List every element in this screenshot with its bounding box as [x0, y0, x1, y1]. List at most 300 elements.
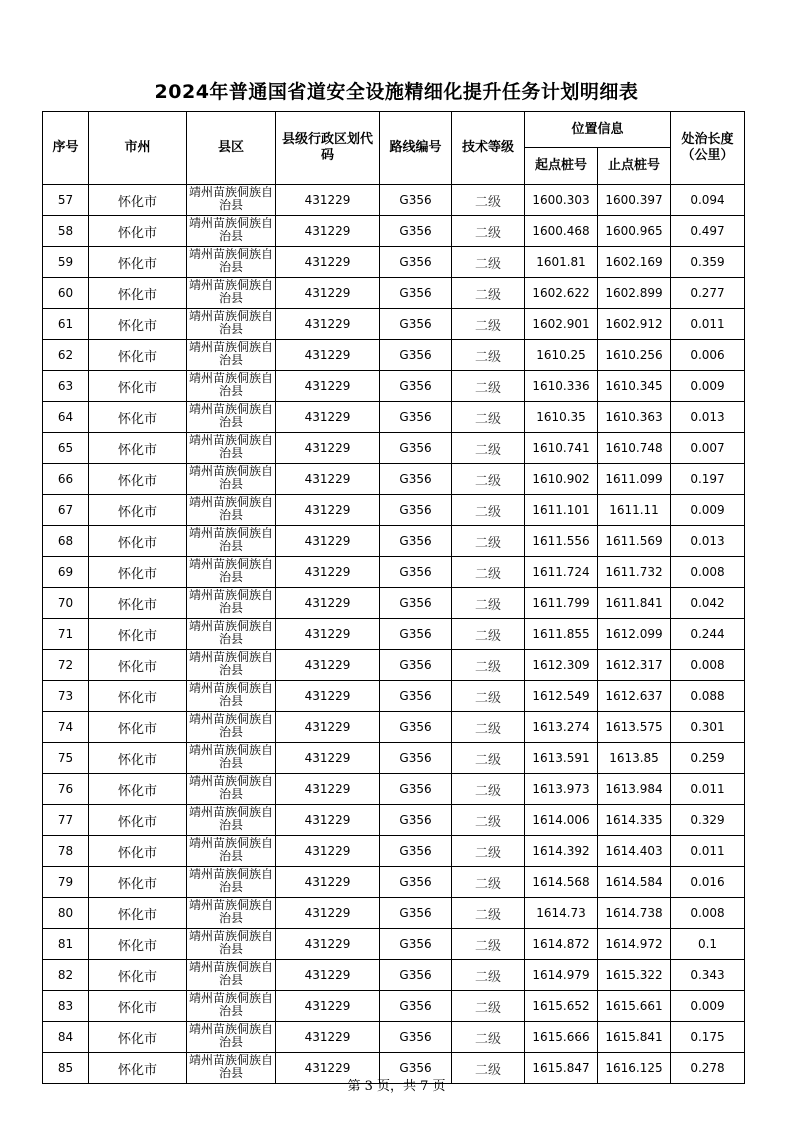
cell-start-stake: 1615.847: [525, 1053, 598, 1084]
cell-start-stake: 1614.006: [525, 805, 598, 836]
cell-admin-code: 431229: [276, 464, 380, 495]
table-row: [43, 464, 745, 495]
cell-city: 怀化市: [89, 433, 187, 464]
header-route: 路线编号: [380, 112, 452, 185]
cell-county: [187, 588, 276, 619]
cell-county: [187, 433, 276, 464]
cell-county: [187, 960, 276, 991]
header-length: 处治长度（公里）: [671, 112, 745, 185]
cell-county: [187, 867, 276, 898]
county-text: 靖州苗族侗族自治县: [188, 806, 273, 832]
cell-county: [187, 774, 276, 805]
county-text: 靖州苗族侗族自治县: [188, 496, 273, 522]
cell-grade: 二级: [452, 278, 525, 309]
cell-end-stake: 1611.11: [598, 495, 671, 526]
cell-length: 0.277: [671, 278, 745, 309]
cell-county: [187, 712, 276, 743]
county-text: 靖州苗族侗族自治县: [188, 651, 273, 677]
cell-start-stake: 1611.799: [525, 588, 598, 619]
table-row: [43, 371, 745, 402]
cell-county: [187, 743, 276, 774]
county-text: 靖州苗族侗族自治县: [188, 558, 273, 584]
county-text: 靖州苗族侗族自治县: [188, 372, 273, 398]
cell-route: G356: [380, 464, 452, 495]
cell-admin-code: 431229: [276, 526, 380, 557]
table-body: [43, 185, 745, 1084]
table-row: [43, 216, 745, 247]
cell-admin-code: 431229: [276, 805, 380, 836]
cell-city: 怀化市: [89, 619, 187, 650]
table-row: [43, 495, 745, 526]
cell-start-stake: 1602.901: [525, 309, 598, 340]
county-text: 靖州苗族侗族自治县: [188, 434, 273, 460]
county-text: 靖州苗族侗族自治县: [188, 217, 273, 243]
cell-start-stake: 1610.35: [525, 402, 598, 433]
cell-end-stake: 1616.125: [598, 1053, 671, 1084]
cell-grade: 二级: [452, 1053, 525, 1084]
cell-city: 怀化市: [89, 991, 187, 1022]
cell-grade: 二级: [452, 743, 525, 774]
cell-grade: 二级: [452, 774, 525, 805]
cell-start-stake: 1602.622: [525, 278, 598, 309]
cell-end-stake: 1610.363: [598, 402, 671, 433]
cell-length: 0.301: [671, 712, 745, 743]
cell-end-stake: 1611.841: [598, 588, 671, 619]
cell-start-stake: 1614.979: [525, 960, 598, 991]
cell-start-stake: 1600.303: [525, 185, 598, 216]
cell-county: [187, 836, 276, 867]
cell-seq: 74: [43, 712, 89, 743]
cell-seq: 77: [43, 805, 89, 836]
cell-seq: 66: [43, 464, 89, 495]
table-row: [43, 526, 745, 557]
cell-route: G356: [380, 774, 452, 805]
cell-start-stake: 1610.336: [525, 371, 598, 402]
cell-length: 0.013: [671, 402, 745, 433]
cell-city: 怀化市: [89, 216, 187, 247]
cell-seq: 63: [43, 371, 89, 402]
table-row: [43, 960, 745, 991]
cell-end-stake: 1615.841: [598, 1022, 671, 1053]
cell-seq: 65: [43, 433, 89, 464]
cell-grade: 二级: [452, 619, 525, 650]
cell-grade: 二级: [452, 433, 525, 464]
cell-grade: 二级: [452, 960, 525, 991]
header-county: 县区: [187, 112, 276, 185]
cell-county: [187, 371, 276, 402]
cell-admin-code: 431229: [276, 278, 380, 309]
cell-seq: 80: [43, 898, 89, 929]
cell-length: 0.008: [671, 557, 745, 588]
cell-route: G356: [380, 371, 452, 402]
cell-grade: 二级: [452, 712, 525, 743]
cell-route: G356: [380, 898, 452, 929]
cell-county: [187, 309, 276, 340]
cell-city: 怀化市: [89, 743, 187, 774]
cell-route: G356: [380, 929, 452, 960]
table-row: [43, 278, 745, 309]
cell-route: G356: [380, 1022, 452, 1053]
cell-admin-code: 431229: [276, 1022, 380, 1053]
cell-end-stake: 1611.732: [598, 557, 671, 588]
cell-start-stake: 1614.392: [525, 836, 598, 867]
cell-end-stake: 1600.397: [598, 185, 671, 216]
cell-admin-code: 431229: [276, 340, 380, 371]
cell-grade: 二级: [452, 371, 525, 402]
cell-length: 0.011: [671, 309, 745, 340]
county-text: 靖州苗族侗族自治县: [188, 682, 273, 708]
cell-admin-code: 431229: [276, 712, 380, 743]
cell-seq: 73: [43, 681, 89, 712]
cell-city: 怀化市: [89, 464, 187, 495]
cell-grade: 二级: [452, 216, 525, 247]
cell-length: 0.359: [671, 247, 745, 278]
cell-end-stake: 1612.099: [598, 619, 671, 650]
header-end-stake: 止点桩号: [598, 148, 671, 185]
table-row: [43, 402, 745, 433]
cell-seq: 76: [43, 774, 89, 805]
header-start-stake: 起点桩号: [525, 148, 598, 185]
cell-admin-code: 431229: [276, 898, 380, 929]
cell-city: 怀化市: [89, 712, 187, 743]
cell-seq: 72: [43, 650, 89, 681]
table-row: [43, 712, 745, 743]
cell-county: [187, 402, 276, 433]
header-city: 市州: [89, 112, 187, 185]
cell-seq: 69: [43, 557, 89, 588]
cell-city: 怀化市: [89, 526, 187, 557]
county-text: 靖州苗族侗族自治县: [188, 961, 273, 987]
cell-length: 0.329: [671, 805, 745, 836]
county-text: 靖州苗族侗族自治县: [188, 1023, 273, 1049]
cell-admin-code: 431229: [276, 309, 380, 340]
cell-route: G356: [380, 402, 452, 433]
cell-grade: 二级: [452, 867, 525, 898]
cell-seq: 68: [43, 526, 89, 557]
cell-county: [187, 681, 276, 712]
cell-grade: 二级: [452, 402, 525, 433]
cell-seq: 61: [43, 309, 89, 340]
cell-seq: 62: [43, 340, 89, 371]
cell-county: [187, 526, 276, 557]
cell-length: 0.007: [671, 433, 745, 464]
cell-length: 0.497: [671, 216, 745, 247]
cell-admin-code: 431229: [276, 247, 380, 278]
cell-route: G356: [380, 526, 452, 557]
cell-city: 怀化市: [89, 681, 187, 712]
cell-county: [187, 247, 276, 278]
cell-end-stake: 1614.972: [598, 929, 671, 960]
county-text: 靖州苗族侗族自治县: [188, 527, 273, 553]
cell-route: G356: [380, 557, 452, 588]
cell-length: 0.009: [671, 991, 745, 1022]
county-text: 靖州苗族侗族自治县: [188, 744, 273, 770]
cell-length: 0.013: [671, 526, 745, 557]
cell-city: 怀化市: [89, 278, 187, 309]
county-text: 靖州苗族侗族自治县: [188, 589, 273, 615]
cell-length: 0.009: [671, 371, 745, 402]
cell-end-stake: 1615.322: [598, 960, 671, 991]
header-admin-code: 县级行政区划代码: [276, 112, 380, 185]
cell-grade: 二级: [452, 991, 525, 1022]
county-text: 靖州苗族侗族自治县: [188, 310, 273, 336]
cell-admin-code: 431229: [276, 588, 380, 619]
county-text: 靖州苗族侗族自治县: [188, 403, 273, 429]
cell-length: 0.042: [671, 588, 745, 619]
cell-route: G356: [380, 278, 452, 309]
cell-admin-code: 431229: [276, 185, 380, 216]
cell-grade: 二级: [452, 557, 525, 588]
cell-city: 怀化市: [89, 1022, 187, 1053]
cell-admin-code: 431229: [276, 216, 380, 247]
cell-county: [187, 278, 276, 309]
county-text: 靖州苗族侗族自治县: [188, 713, 273, 739]
county-text: 靖州苗族侗族自治县: [188, 899, 273, 925]
cell-admin-code: 431229: [276, 774, 380, 805]
cell-end-stake: 1614.584: [598, 867, 671, 898]
table-row: [43, 619, 745, 650]
cell-city: 怀化市: [89, 867, 187, 898]
page-title: 2024年普通国省道安全设施精细化提升任务计划明细表: [154, 81, 639, 103]
cell-county: [187, 340, 276, 371]
table-row: [43, 774, 745, 805]
cell-route: G356: [380, 650, 452, 681]
cell-start-stake: 1610.741: [525, 433, 598, 464]
cell-end-stake: 1602.912: [598, 309, 671, 340]
cell-length: 0.006: [671, 340, 745, 371]
cell-route: G356: [380, 495, 452, 526]
county-text: 靖州苗族侗族自治县: [188, 1054, 273, 1080]
cell-grade: 二级: [452, 681, 525, 712]
cell-start-stake: 1613.591: [525, 743, 598, 774]
cell-city: 怀化市: [89, 402, 187, 433]
cell-route: G356: [380, 991, 452, 1022]
table-row: [43, 991, 745, 1022]
cell-start-stake: 1600.468: [525, 216, 598, 247]
cell-admin-code: 431229: [276, 836, 380, 867]
cell-city: 怀化市: [89, 836, 187, 867]
cell-city: 怀化市: [89, 929, 187, 960]
cell-end-stake: 1610.345: [598, 371, 671, 402]
cell-length: 0.278: [671, 1053, 745, 1084]
cell-seq: 59: [43, 247, 89, 278]
cell-city: 怀化市: [89, 898, 187, 929]
table-row: [43, 185, 745, 216]
page-footer: 第 3 页，共 7 页: [347, 1079, 446, 1094]
cell-admin-code: 431229: [276, 743, 380, 774]
table-row: [43, 650, 745, 681]
cell-seq: 71: [43, 619, 89, 650]
cell-start-stake: 1612.549: [525, 681, 598, 712]
table-row: [43, 247, 745, 278]
cell-seq: 82: [43, 960, 89, 991]
county-text: 靖州苗族侗族自治县: [188, 620, 273, 646]
task-plan-table: [42, 111, 745, 1084]
cell-seq: 78: [43, 836, 89, 867]
cell-length: 0.011: [671, 774, 745, 805]
cell-length: 0.175: [671, 1022, 745, 1053]
cell-start-stake: 1611.101: [525, 495, 598, 526]
cell-end-stake: 1612.317: [598, 650, 671, 681]
cell-county: [187, 650, 276, 681]
cell-grade: 二级: [452, 805, 525, 836]
table-row: [43, 743, 745, 774]
cell-length: 0.244: [671, 619, 745, 650]
cell-route: G356: [380, 309, 452, 340]
cell-end-stake: 1600.965: [598, 216, 671, 247]
cell-county: [187, 805, 276, 836]
cell-city: 怀化市: [89, 960, 187, 991]
cell-end-stake: 1610.748: [598, 433, 671, 464]
county-text: 靖州苗族侗族自治县: [188, 186, 273, 212]
cell-end-stake: 1613.984: [598, 774, 671, 805]
county-text: 靖州苗族侗族自治县: [188, 837, 273, 863]
cell-grade: 二级: [452, 247, 525, 278]
cell-length: 0.016: [671, 867, 745, 898]
cell-seq: 70: [43, 588, 89, 619]
cell-county: [187, 898, 276, 929]
cell-seq: 64: [43, 402, 89, 433]
cell-route: G356: [380, 743, 452, 774]
cell-start-stake: 1614.73: [525, 898, 598, 929]
cell-grade: 二级: [452, 309, 525, 340]
cell-city: 怀化市: [89, 774, 187, 805]
cell-start-stake: 1610.902: [525, 464, 598, 495]
cell-seq: 83: [43, 991, 89, 1022]
cell-end-stake: 1612.637: [598, 681, 671, 712]
cell-seq: 57: [43, 185, 89, 216]
cell-start-stake: 1613.973: [525, 774, 598, 805]
cell-start-stake: 1613.274: [525, 712, 598, 743]
cell-end-stake: 1602.899: [598, 278, 671, 309]
cell-grade: 二级: [452, 340, 525, 371]
cell-end-stake: 1614.403: [598, 836, 671, 867]
cell-end-stake: 1615.661: [598, 991, 671, 1022]
cell-admin-code: 431229: [276, 557, 380, 588]
cell-route: G356: [380, 805, 452, 836]
cell-grade: 二级: [452, 836, 525, 867]
cell-grade: 二级: [452, 1022, 525, 1053]
cell-start-stake: 1601.81: [525, 247, 598, 278]
cell-seq: 75: [43, 743, 89, 774]
cell-grade: 二级: [452, 929, 525, 960]
cell-city: 怀化市: [89, 1053, 187, 1084]
cell-admin-code: 431229: [276, 619, 380, 650]
cell-start-stake: 1614.872: [525, 929, 598, 960]
cell-admin-code: 431229: [276, 402, 380, 433]
cell-end-stake: 1611.099: [598, 464, 671, 495]
county-text: 靖州苗族侗族自治县: [188, 248, 273, 274]
cell-grade: 二级: [452, 650, 525, 681]
header-grade: 技术等级: [452, 112, 525, 185]
cell-seq: 67: [43, 495, 89, 526]
county-text: 靖州苗族侗族自治县: [188, 465, 273, 491]
cell-route: G356: [380, 433, 452, 464]
cell-county: [187, 991, 276, 1022]
cell-length: 0.197: [671, 464, 745, 495]
cell-admin-code: 431229: [276, 1053, 380, 1084]
cell-admin-code: 431229: [276, 371, 380, 402]
cell-length: 0.088: [671, 681, 745, 712]
cell-route: G356: [380, 681, 452, 712]
cell-length: 0.008: [671, 898, 745, 929]
cell-county: [187, 495, 276, 526]
cell-start-stake: 1611.724: [525, 557, 598, 588]
cell-grade: 二级: [452, 526, 525, 557]
cell-end-stake: 1614.738: [598, 898, 671, 929]
cell-end-stake: 1602.169: [598, 247, 671, 278]
cell-route: G356: [380, 960, 452, 991]
cell-route: G356: [380, 185, 452, 216]
cell-admin-code: 431229: [276, 433, 380, 464]
cell-city: 怀化市: [89, 588, 187, 619]
cell-county: [187, 185, 276, 216]
county-text: 靖州苗族侗族自治县: [188, 930, 273, 956]
table-row: [43, 340, 745, 371]
cell-city: 怀化市: [89, 309, 187, 340]
cell-route: G356: [380, 1053, 452, 1084]
cell-city: 怀化市: [89, 371, 187, 402]
cell-end-stake: 1613.575: [598, 712, 671, 743]
cell-route: G356: [380, 712, 452, 743]
cell-start-stake: 1611.855: [525, 619, 598, 650]
cell-county: [187, 464, 276, 495]
table-row: [43, 898, 745, 929]
cell-admin-code: 431229: [276, 960, 380, 991]
cell-grade: 二级: [452, 588, 525, 619]
cell-start-stake: 1611.556: [525, 526, 598, 557]
cell-admin-code: 431229: [276, 681, 380, 712]
table-row: [43, 309, 745, 340]
cell-route: G356: [380, 340, 452, 371]
cell-route: G356: [380, 216, 452, 247]
cell-length: 0.009: [671, 495, 745, 526]
county-text: 靖州苗族侗族自治县: [188, 341, 273, 367]
cell-route: G356: [380, 836, 452, 867]
cell-route: G356: [380, 619, 452, 650]
table-row: [43, 433, 745, 464]
table-row: [43, 929, 745, 960]
table-row: [43, 681, 745, 712]
county-text: 靖州苗族侗族自治县: [188, 279, 273, 305]
cell-city: 怀化市: [89, 650, 187, 681]
cell-end-stake: 1614.335: [598, 805, 671, 836]
cell-county: [187, 216, 276, 247]
cell-county: [187, 1022, 276, 1053]
cell-start-stake: 1612.309: [525, 650, 598, 681]
cell-city: 怀化市: [89, 185, 187, 216]
cell-length: 0.094: [671, 185, 745, 216]
header-seq: 序号: [43, 112, 89, 185]
cell-seq: 58: [43, 216, 89, 247]
cell-length: 0.343: [671, 960, 745, 991]
cell-admin-code: 431229: [276, 650, 380, 681]
cell-city: 怀化市: [89, 340, 187, 371]
cell-length: 0.008: [671, 650, 745, 681]
cell-start-stake: 1615.652: [525, 991, 598, 1022]
cell-admin-code: 431229: [276, 495, 380, 526]
cell-grade: 二级: [452, 898, 525, 929]
cell-length: 0.259: [671, 743, 745, 774]
cell-county: [187, 619, 276, 650]
cell-route: G356: [380, 867, 452, 898]
county-text: 靖州苗族侗族自治县: [188, 992, 273, 1018]
cell-length: 0.1: [671, 929, 745, 960]
header-location: 位置信息: [525, 112, 671, 148]
cell-seq: 60: [43, 278, 89, 309]
cell-seq: 85: [43, 1053, 89, 1084]
cell-admin-code: 431229: [276, 867, 380, 898]
